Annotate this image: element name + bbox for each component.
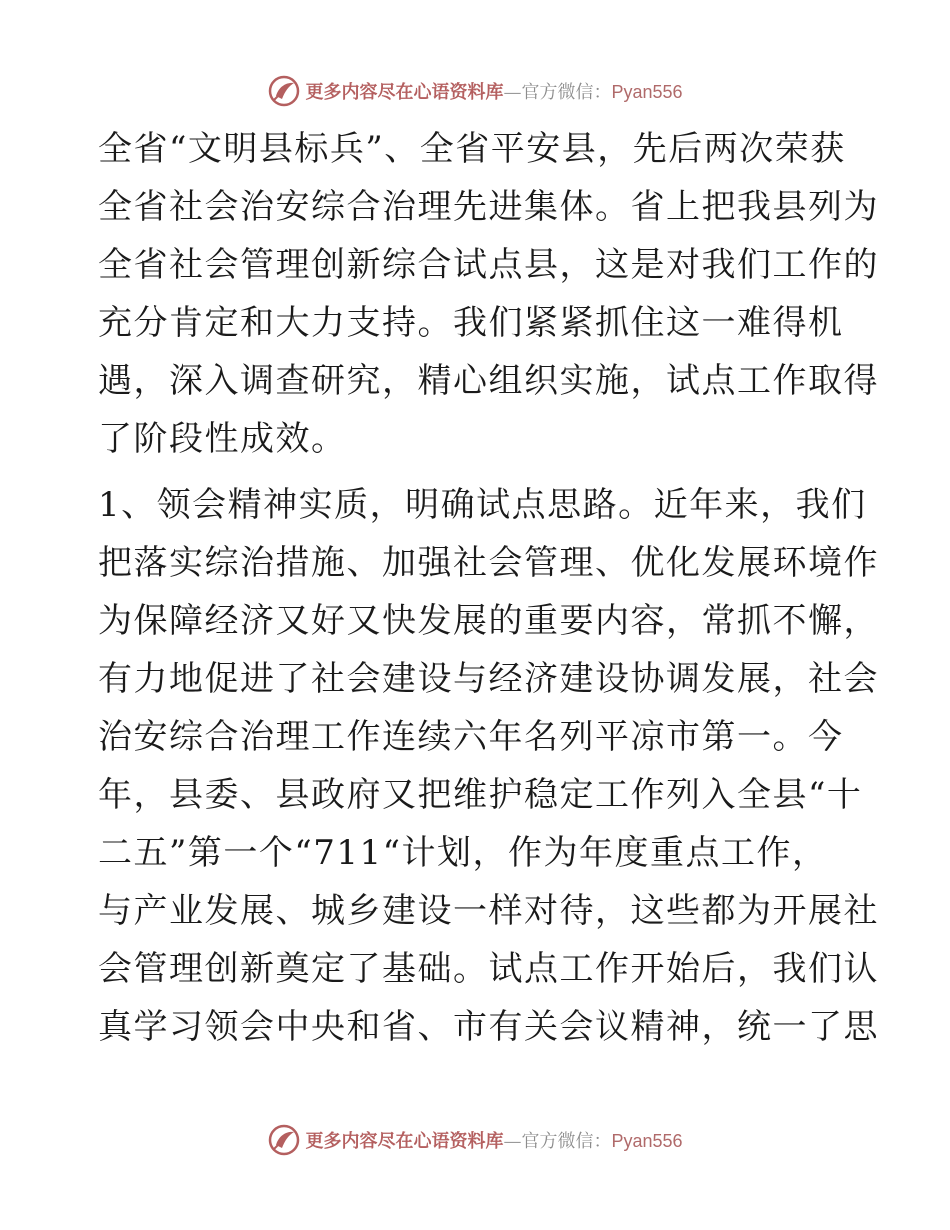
text-line: 会管理创新奠定了基础。试点工作开始后，我们认 <box>98 949 879 989</box>
watermark-wechat-label: 官方微信： <box>521 82 612 103</box>
watermark-text <box>305 1127 682 1153</box>
document-body <box>98 120 879 1056</box>
watermark-wechat-id: Pyan556 <box>611 82 683 102</box>
text-line: 治安综合治理工作连续六年名列平凉市第一。今 <box>98 717 844 757</box>
text-line: 真学习领会中央和省、市有关会议精神，统一了思 <box>98 1007 879 1047</box>
paragraph-1 <box>98 120 879 468</box>
text-line: 把落实综治措施、加强社会管理、优化发展环境作 <box>98 543 879 583</box>
text-line: 遇，深入调查研究，精心组织实施，试点工作取得 <box>98 361 879 401</box>
text-line: 全省社会管理创新综合试点县，这是对我们工作的 <box>98 245 879 285</box>
text-line: 1、领会精神实质，明确试点思路。近年来，我们 <box>98 485 867 525</box>
text-line: 年，县委、县政府又把维护稳定工作列入全县“十 <box>98 775 863 815</box>
text-line: 与产业发展、城乡建设一样对待，这些都为开展社 <box>98 891 879 931</box>
brand-logo-icon <box>267 74 301 108</box>
text-line: 全省“文明县标兵”、全省平安县，先后两次荣获 <box>98 129 846 169</box>
paragraph-spacer <box>98 468 858 476</box>
watermark-dash: — <box>503 82 522 103</box>
watermark-site: 更多内容尽在心语资料库 <box>305 1131 504 1152</box>
text-line: 充分肯定和大力支持。我们紧紧抓住这一难得机 <box>98 303 844 343</box>
text-line: 了阶段性成效。 <box>98 419 347 459</box>
watermark-wechat-label: 官方微信： <box>521 1131 612 1152</box>
watermark-wechat-id: Pyan556 <box>611 1131 683 1151</box>
watermark-text <box>305 78 682 104</box>
text-line: 为保障经济又好又快发展的重要内容，常抓不懈， <box>98 601 879 641</box>
watermark-site: 更多内容尽在心语资料库 <box>305 82 504 103</box>
text-line: 全省社会治安综合治理先进集体。省上把我县列为 <box>98 187 879 227</box>
paragraph-2 <box>98 476 879 1056</box>
footer-watermark <box>0 1120 950 1160</box>
text-line: 二五”第一个“711“计划，作为年度重点工作， <box>98 833 828 873</box>
text-line: 有力地促进了社会建设与经济建设协调发展，社会 <box>98 659 879 699</box>
header-watermark <box>0 71 950 111</box>
watermark-dash: — <box>503 1131 522 1152</box>
brand-logo-icon <box>267 1123 301 1157</box>
